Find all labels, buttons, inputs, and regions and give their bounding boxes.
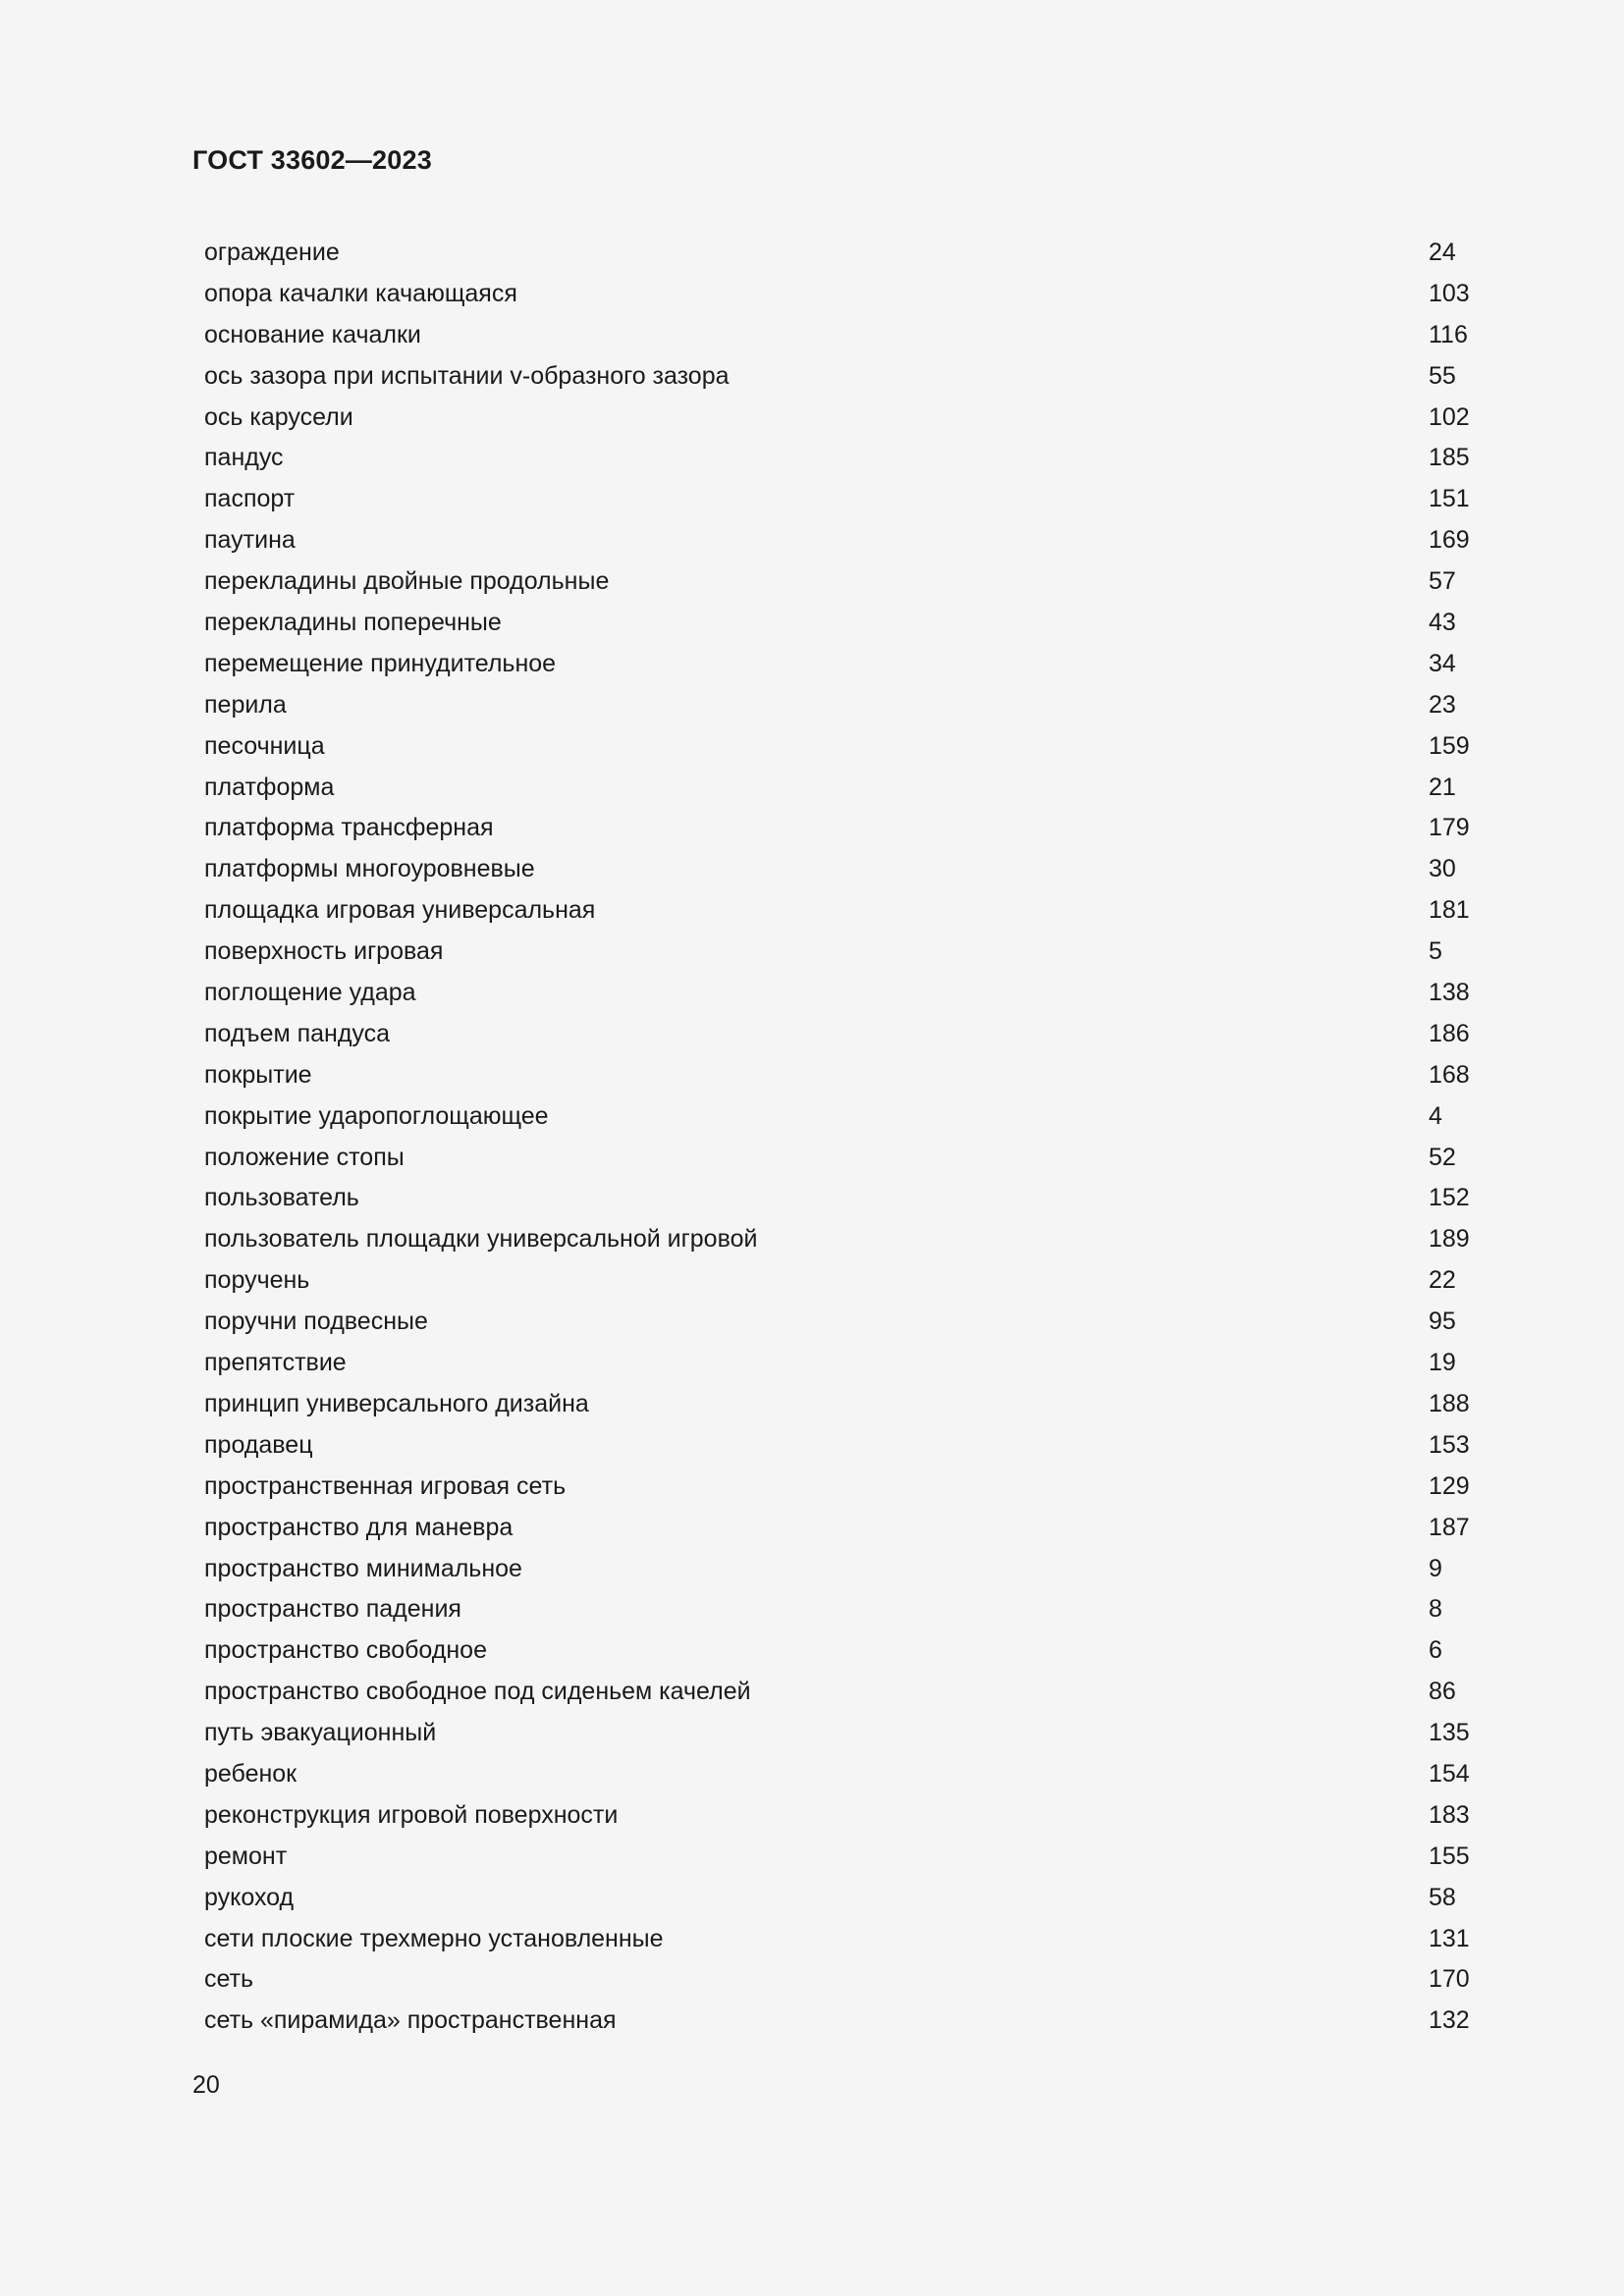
index-entry <box>204 1508 1481 1549</box>
index-term-number: 19 <box>1429 1349 1456 1377</box>
alphabetical-index <box>204 233 1481 2042</box>
index-term-number: 116 <box>1429 320 1468 348</box>
index-term: платформа трансферная <box>204 814 494 842</box>
index-entry <box>204 890 1481 932</box>
index-term-number: 138 <box>1429 979 1470 1007</box>
index-entry <box>204 1096 1481 1138</box>
index-term-number: 52 <box>1429 1143 1456 1171</box>
index-term: покрытие ударопоглощающее <box>204 1101 549 1130</box>
index-term-number: 159 <box>1429 731 1470 760</box>
index-entry <box>204 1589 1481 1630</box>
index-term-number: 5 <box>1429 937 1442 966</box>
index-term: ремонт <box>204 1842 288 1870</box>
index-term-number: 189 <box>1429 1225 1470 1254</box>
index-entry <box>204 1795 1481 1837</box>
index-entry <box>204 973 1481 1014</box>
index-entry <box>204 1630 1481 1672</box>
index-entry <box>204 315 1481 356</box>
index-entry <box>204 1959 1481 2001</box>
index-term: паспорт <box>204 485 296 513</box>
index-term: перила <box>204 690 287 719</box>
index-term: сети плоские трехмерно установленные <box>204 1924 664 1952</box>
index-entry <box>204 1754 1481 1795</box>
index-entry <box>204 233 1481 274</box>
index-term: пользователь площадки универсальной игровой <box>204 1225 758 1254</box>
index-term-number: 153 <box>1429 1430 1470 1459</box>
index-entry <box>204 479 1481 520</box>
index-term-number: 187 <box>1429 1513 1470 1541</box>
index-term-number: 22 <box>1429 1266 1456 1295</box>
index-entry <box>204 561 1481 603</box>
index-term-number: 21 <box>1429 773 1456 801</box>
index-term-number: 170 <box>1429 1965 1470 1994</box>
index-term-number: 4 <box>1429 1101 1442 1130</box>
index-term: пользователь <box>204 1184 359 1212</box>
index-term-number: 86 <box>1429 1678 1456 1706</box>
index-term: поверхность игровая <box>204 937 444 966</box>
page-number: 20 <box>192 2071 220 2099</box>
index-term: поручни подвесные <box>204 1308 428 1336</box>
index-term-number: 181 <box>1429 896 1470 925</box>
index-entry <box>204 1549 1481 1590</box>
index-entry <box>204 1260 1481 1302</box>
index-term-number: 9 <box>1429 1554 1442 1582</box>
index-term: ось зазора при испытании v-образного зазора <box>204 361 730 390</box>
document-header: ГОСТ 33602—2023 <box>192 145 432 175</box>
index-entry <box>204 2001 1481 2042</box>
index-term: пространственная игровая сеть <box>204 1471 567 1500</box>
index-term: реконструкция игровой поверхности <box>204 1800 619 1829</box>
index-term-number: 102 <box>1429 402 1470 431</box>
index-entry <box>204 1384 1481 1425</box>
index-term: перекладины двойные продольные <box>204 567 610 596</box>
index-term: поглощение удара <box>204 979 416 1007</box>
index-entry <box>204 398 1481 439</box>
index-entry <box>204 1343 1481 1384</box>
index-term-number: 169 <box>1429 526 1470 555</box>
index-term-number: 168 <box>1429 1060 1470 1089</box>
index-term: положение стопы <box>204 1143 405 1171</box>
index-term: покрытие <box>204 1060 312 1089</box>
index-term: ограждение <box>204 239 340 266</box>
index-term-number: 179 <box>1429 814 1470 842</box>
index-entry <box>204 932 1481 973</box>
index-term-number: 8 <box>1429 1595 1442 1624</box>
index-term-number: 188 <box>1429 1389 1470 1417</box>
index-term: сеть <box>204 1965 254 1994</box>
index-term: принцип универсального дизайна <box>204 1389 589 1417</box>
index-term: платформы многоуровневые <box>204 855 535 883</box>
index-term: ребенок <box>204 1759 298 1788</box>
index-term: песочница <box>204 731 325 760</box>
index-term-number: 103 <box>1429 279 1470 307</box>
index-entry <box>204 1713 1481 1754</box>
index-entry <box>204 1055 1481 1096</box>
index-term: паутина <box>204 526 296 555</box>
index-term-number: 57 <box>1429 567 1456 596</box>
index-term-number: 154 <box>1429 1759 1470 1788</box>
index-entry <box>204 1138 1481 1179</box>
index-term-number: 129 <box>1429 1471 1470 1500</box>
index-term-number: 55 <box>1429 361 1456 390</box>
index-term-number: 95 <box>1429 1308 1456 1336</box>
index-entry <box>204 1014 1481 1055</box>
index-entry <box>204 520 1481 561</box>
index-term-number: 186 <box>1429 1019 1470 1047</box>
index-entry <box>204 849 1481 890</box>
index-term: пространство падения <box>204 1595 461 1624</box>
index-term: опора качалки качающаяся <box>204 279 517 307</box>
index-term: основание качалки <box>204 320 421 348</box>
index-term-number: 131 <box>1429 1924 1470 1952</box>
index-entry <box>204 808 1481 849</box>
index-term: пространство для маневра <box>204 1513 514 1541</box>
index-term-number: 43 <box>1429 609 1456 637</box>
index-term-number: 135 <box>1429 1719 1470 1747</box>
index-term-number: 155 <box>1429 1842 1470 1870</box>
index-entry <box>204 1178 1481 1219</box>
index-entry <box>204 644 1481 685</box>
index-term-number: 30 <box>1429 855 1456 883</box>
index-term: пространство свободное под сиденьем качелей <box>204 1678 751 1706</box>
index-entry <box>204 1219 1481 1260</box>
index-term-number: 152 <box>1429 1184 1470 1212</box>
index-term: площадка игровая универсальная <box>204 896 596 925</box>
index-term: сеть «пирамида» пространственная <box>204 2006 617 2035</box>
index-entry <box>204 1672 1481 1713</box>
index-entry <box>204 1467 1481 1508</box>
index-term: поручень <box>204 1266 310 1295</box>
index-entry <box>204 274 1481 315</box>
index-term: пространство свободное <box>204 1636 487 1665</box>
index-term: препятствие <box>204 1349 347 1377</box>
index-term: перекладины поперечные <box>204 609 502 637</box>
index-term-number: 132 <box>1429 2006 1470 2035</box>
index-term-number: 6 <box>1429 1636 1442 1665</box>
index-entry <box>204 356 1481 398</box>
index-term-number: 24 <box>1429 239 1456 266</box>
index-term-number: 58 <box>1429 1883 1456 1911</box>
index-term: перемещение принудительное <box>204 649 557 677</box>
index-entry <box>204 685 1481 726</box>
index-entry <box>204 1919 1481 1960</box>
index-term: путь эвакуационный <box>204 1719 437 1747</box>
index-term: продавец <box>204 1430 313 1459</box>
index-entry <box>204 1878 1481 1919</box>
index-term-number: 151 <box>1429 485 1470 513</box>
index-entry <box>204 768 1481 809</box>
index-entry <box>204 603 1481 644</box>
index-term: ось карусели <box>204 402 353 431</box>
index-entry <box>204 1302 1481 1343</box>
index-term: подъем пандуса <box>204 1019 391 1047</box>
index-term: пространство минимальное <box>204 1554 522 1582</box>
index-term-number: 34 <box>1429 649 1456 677</box>
index-term-number: 185 <box>1429 444 1470 472</box>
index-entry <box>204 438 1481 479</box>
index-term: платформа <box>204 773 335 801</box>
index-term: рукоход <box>204 1883 295 1911</box>
index-term-number: 23 <box>1429 690 1456 719</box>
index-entry <box>204 1425 1481 1467</box>
index-entry <box>204 726 1481 768</box>
index-term-number: 183 <box>1429 1800 1470 1829</box>
index-entry <box>204 1837 1481 1878</box>
index-term: пандус <box>204 444 284 472</box>
